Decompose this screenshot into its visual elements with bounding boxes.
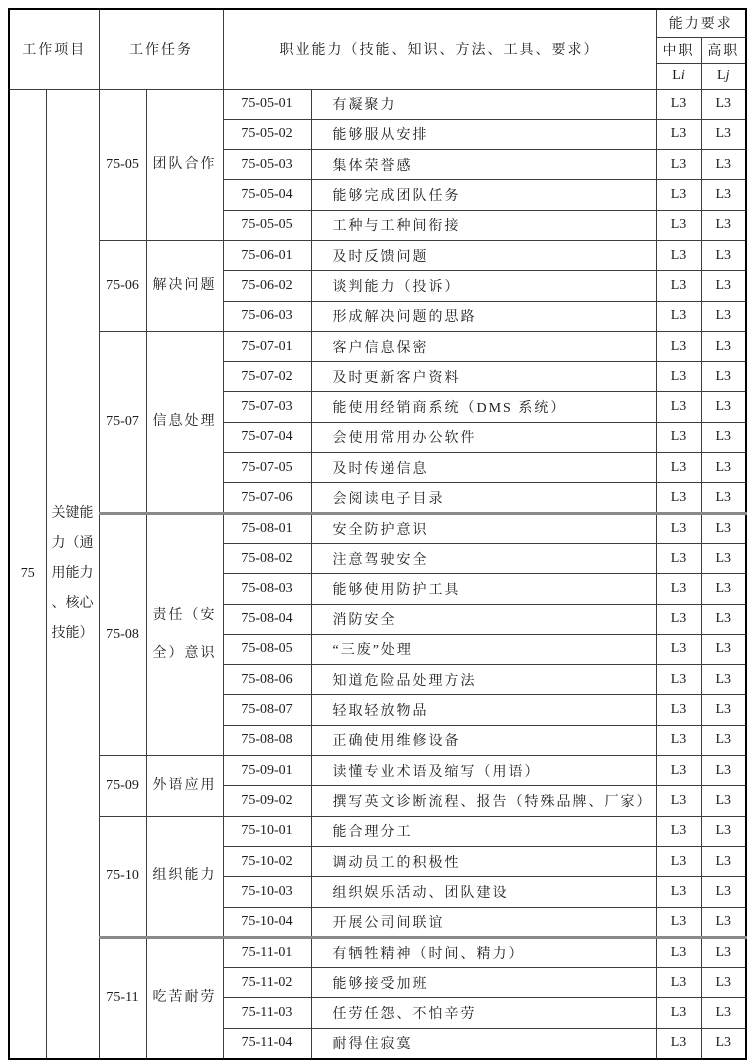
level-mid-cell: L3 <box>656 816 701 846</box>
level-mid-cell: L3 <box>656 483 701 513</box>
item-text-cell: 耐得住寂寞 <box>311 1028 656 1058</box>
level-high-cell: L3 <box>701 968 746 998</box>
task-group-code-cell: 75-11 <box>99 937 146 1058</box>
level-mid-cell: L3 <box>656 937 701 967</box>
item-text-cell: 知道危险品处理方法 <box>311 665 656 695</box>
item-text-cell: 安全防护意识 <box>311 513 656 543</box>
level-high-cell: L3 <box>701 1028 746 1058</box>
item-code-cell: 75-10-03 <box>223 877 311 907</box>
table-row <box>9 937 746 967</box>
item-text-cell: 任劳任怨、不怕辛劳 <box>311 998 656 1028</box>
item-text-cell: 注意驾驶安全 <box>311 543 656 573</box>
task-group-code-cell: 75-06 <box>99 240 146 331</box>
level-mid-cell: L3 <box>656 756 701 786</box>
level-mid-cell: L3 <box>656 634 701 664</box>
level-mid-cell: L3 <box>656 968 701 998</box>
item-code-cell: 75-11-01 <box>223 937 311 967</box>
table-row <box>9 816 746 846</box>
task-group-code-cell: 75-07 <box>99 331 146 513</box>
header-level-lj <box>701 63 746 89</box>
level-high-cell: L3 <box>701 543 746 573</box>
project-code-cell: 75 <box>9 89 46 1059</box>
header-ability-requirement: 能力要求 <box>656 9 746 37</box>
level-mid-cell: L3 <box>656 513 701 543</box>
task-group-name-cell: 外语应用 <box>146 756 223 817</box>
level-high-cell: L3 <box>701 695 746 725</box>
item-code-cell: 75-07-02 <box>223 362 311 392</box>
item-text-cell: 开展公司间联谊 <box>311 907 656 937</box>
level-high-cell: L3 <box>701 998 746 1028</box>
item-text-cell: 轻取轻放物品 <box>311 695 656 725</box>
item-text-cell: 工种与工种间衔接 <box>311 210 656 240</box>
item-code-cell: 75-06-02 <box>223 271 311 301</box>
item-text-cell: 能够服从安排 <box>311 119 656 149</box>
item-code-cell: 75-08-02 <box>223 543 311 573</box>
level-mid-cell: L3 <box>656 998 701 1028</box>
item-text-cell: 形成解决问题的思路 <box>311 301 656 331</box>
header-high-vocational: 高职 <box>701 37 746 63</box>
level-high-cell: L3 <box>701 362 746 392</box>
task-group-code-cell: 75-05 <box>99 89 146 240</box>
header-competency: 职业能力（技能、知识、方法、工具、要求） <box>223 9 656 89</box>
level-mid-cell: L3 <box>656 362 701 392</box>
item-text-cell: 调动员工的积极性 <box>311 846 656 876</box>
item-code-cell: 75-08-07 <box>223 695 311 725</box>
level-mid-cell: L3 <box>656 89 701 119</box>
item-code-cell: 75-06-03 <box>223 301 311 331</box>
item-code-cell: 75-08-04 <box>223 604 311 634</box>
level-mid-cell: L3 <box>656 301 701 331</box>
level-mid-cell: L3 <box>656 695 701 725</box>
table-row <box>9 331 746 361</box>
item-text-cell: 谈判能力（投诉） <box>311 271 656 301</box>
level-high-cell: L3 <box>701 574 746 604</box>
level-mid-cell: L3 <box>656 331 701 361</box>
level-mid-cell: L3 <box>656 210 701 240</box>
level-mid-cell: L3 <box>656 543 701 573</box>
item-text-cell: 消防安全 <box>311 604 656 634</box>
task-group-name-cell: 解决问题 <box>146 240 223 331</box>
item-code-cell: 75-08-06 <box>223 665 311 695</box>
header-work-project: 工作项目 <box>9 9 99 89</box>
item-code-cell: 75-07-05 <box>223 453 311 483</box>
level-high-cell: L3 <box>701 150 746 180</box>
table-row <box>9 89 746 119</box>
task-group-name-cell: 团队合作 <box>146 89 223 240</box>
level-high-cell: L3 <box>701 180 746 210</box>
task-group-code-cell: 75-08 <box>99 513 146 755</box>
level-high-cell: L3 <box>701 210 746 240</box>
item-text-cell: 会使用常用办公软件 <box>311 422 656 452</box>
level-high-cell: L3 <box>701 756 746 786</box>
level-high-cell: L3 <box>701 937 746 967</box>
level-high-cell: L3 <box>701 422 746 452</box>
item-text-cell: 及时反馈问题 <box>311 240 656 270</box>
level-high-cell: L3 <box>701 240 746 270</box>
level-high-cell: L3 <box>701 634 746 664</box>
level-mid-cell: L3 <box>656 786 701 816</box>
competency-table <box>8 8 747 1060</box>
level-mid-cell: L3 <box>656 180 701 210</box>
level-high-cell: L3 <box>701 725 746 755</box>
item-code-cell: 75-06-01 <box>223 240 311 270</box>
item-text-cell: 能够接受加班 <box>311 968 656 998</box>
level-mid-cell: L3 <box>656 453 701 483</box>
level-mid-cell: L3 <box>656 271 701 301</box>
item-text-cell: 能合理分工 <box>311 816 656 846</box>
item-text-cell: 及时传递信息 <box>311 453 656 483</box>
task-group-code-cell: 75-10 <box>99 816 146 937</box>
item-code-cell: 75-08-08 <box>223 725 311 755</box>
header-mid-vocational: 中职 <box>656 37 701 63</box>
level-high-cell: L3 <box>701 786 746 816</box>
level-mid-cell: L3 <box>656 604 701 634</box>
header-level-li <box>656 63 701 89</box>
header-work-task: 工作任务 <box>99 9 223 89</box>
item-code-cell: 75-05-01 <box>223 89 311 119</box>
level-high-cell: L3 <box>701 483 746 513</box>
item-text-cell: 及时更新客户资料 <box>311 362 656 392</box>
li-variable: i <box>680 68 685 83</box>
table-row <box>9 513 746 543</box>
project-name-cell: 关键能力（通用能力、核心技能） <box>46 89 99 1059</box>
level-high-cell: L3 <box>701 331 746 361</box>
item-text-cell: 能够使用防护工具 <box>311 574 656 604</box>
item-text-cell: 会阅读电子目录 <box>311 483 656 513</box>
item-code-cell: 75-10-01 <box>223 816 311 846</box>
item-code-cell: 75-07-01 <box>223 331 311 361</box>
item-code-cell: 75-05-03 <box>223 150 311 180</box>
level-high-cell: L3 <box>701 271 746 301</box>
level-mid-cell: L3 <box>656 392 701 422</box>
item-text-cell: 有凝聚力 <box>311 89 656 119</box>
task-group-name-cell: 吃苦耐劳 <box>146 937 223 1058</box>
level-high-cell: L3 <box>701 453 746 483</box>
item-code-cell: 75-07-04 <box>223 422 311 452</box>
task-group-code-cell: 75-09 <box>99 756 146 817</box>
level-high-cell: L3 <box>701 119 746 149</box>
level-mid-cell: L3 <box>656 877 701 907</box>
level-mid-cell: L3 <box>656 907 701 937</box>
item-text-cell: 正确使用维修设备 <box>311 725 656 755</box>
item-code-cell: 75-09-02 <box>223 786 311 816</box>
level-high-cell: L3 <box>701 877 746 907</box>
li-prefix: L <box>672 68 681 83</box>
item-code-cell: 75-08-03 <box>223 574 311 604</box>
item-text-cell: 能使用经销商系统（DMS 系统） <box>311 392 656 422</box>
item-code-cell: 75-11-04 <box>223 1028 311 1058</box>
item-code-cell: 75-09-01 <box>223 756 311 786</box>
level-mid-cell: L3 <box>656 1028 701 1058</box>
task-group-name-cell: 责任（安全）意识 <box>146 513 223 755</box>
level-mid-cell: L3 <box>656 119 701 149</box>
item-code-cell: 75-11-02 <box>223 968 311 998</box>
level-mid-cell: L3 <box>656 725 701 755</box>
item-code-cell: 75-10-02 <box>223 846 311 876</box>
task-group-name-cell: 信息处理 <box>146 331 223 513</box>
item-text-cell: 集体荣誉感 <box>311 150 656 180</box>
item-text-cell: 组织娱乐活动、团队建设 <box>311 877 656 907</box>
item-code-cell: 75-11-03 <box>223 998 311 1028</box>
item-code-cell: 75-10-04 <box>223 907 311 937</box>
item-text-cell: 客户信息保密 <box>311 331 656 361</box>
task-group-name-cell: 组织能力 <box>146 816 223 937</box>
level-mid-cell: L3 <box>656 150 701 180</box>
item-code-cell: 75-07-03 <box>223 392 311 422</box>
level-high-cell: L3 <box>701 846 746 876</box>
level-mid-cell: L3 <box>656 665 701 695</box>
level-mid-cell: L3 <box>656 846 701 876</box>
table-row <box>9 240 746 270</box>
level-high-cell: L3 <box>701 907 746 937</box>
table-row <box>9 756 746 786</box>
lj-variable: j <box>725 68 730 83</box>
item-code-cell: 75-05-04 <box>223 180 311 210</box>
level-high-cell: L3 <box>701 604 746 634</box>
item-text-cell: 能够完成团队任务 <box>311 180 656 210</box>
level-high-cell: L3 <box>701 816 746 846</box>
lj-prefix: L <box>717 68 726 83</box>
item-code-cell: 75-08-01 <box>223 513 311 543</box>
level-high-cell: L3 <box>701 89 746 119</box>
item-code-cell: 75-05-02 <box>223 119 311 149</box>
item-code-cell: 75-05-05 <box>223 210 311 240</box>
item-code-cell: 75-07-06 <box>223 483 311 513</box>
item-text-cell: 有牺牲精神（时间、精力） <box>311 937 656 967</box>
level-mid-cell: L3 <box>656 422 701 452</box>
item-text-cell: 撰写英文诊断流程、报告（特殊品牌、厂家） <box>311 786 656 816</box>
level-high-cell: L3 <box>701 301 746 331</box>
item-text-cell: 读懂专业术语及缩写（用语） <box>311 756 656 786</box>
level-high-cell: L3 <box>701 665 746 695</box>
level-high-cell: L3 <box>701 392 746 422</box>
level-high-cell: L3 <box>701 513 746 543</box>
header-row-1 <box>9 9 746 37</box>
item-code-cell: 75-08-05 <box>223 634 311 664</box>
level-mid-cell: L3 <box>656 574 701 604</box>
item-text-cell: “三废”处理 <box>311 634 656 664</box>
level-mid-cell: L3 <box>656 240 701 270</box>
